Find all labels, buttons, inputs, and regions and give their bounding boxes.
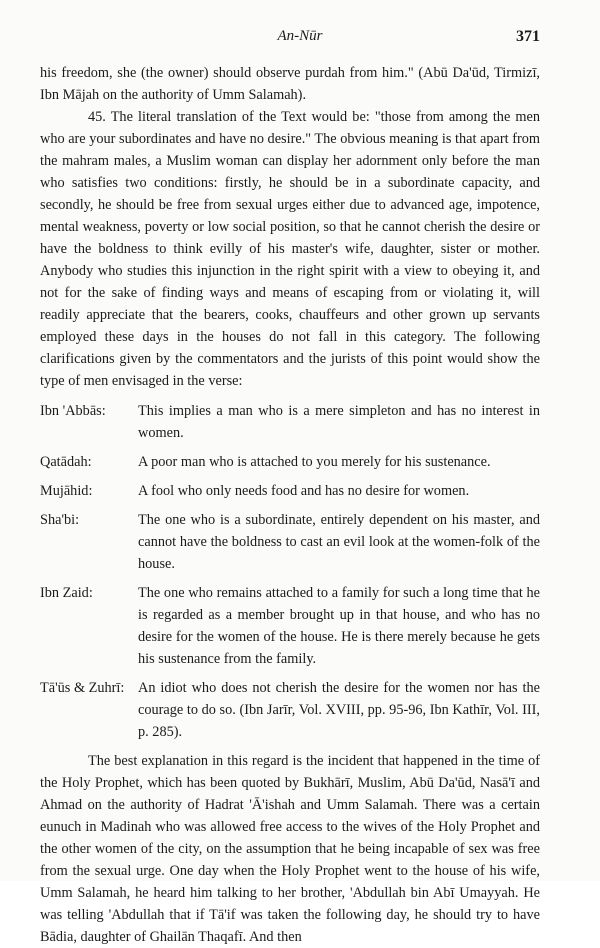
page-body — [40, 62, 540, 948]
commentator-name: Sha'bi: — [40, 512, 80, 528]
commentator-list — [40, 400, 540, 743]
page-number: 371 — [516, 28, 540, 45]
commentator-text: A fool who only needs food and has no desire for women. — [138, 483, 470, 499]
commentator-name: Tā'ūs & Zuhrī: — [40, 680, 125, 696]
best-explanation-paragraph: The best explanation in this regard is the incident that happened in the time of the Holy Prophet, which has been quoted by Bukhārī, Muslim, Abū Da'ūd, Nasā'ī and Ahmad on the authority of Hadrat 'Ā'ishah and Umm Salamah. There was a certain eunuch in Madinah who was allowed free access to the wives of the Holy Prophet and the other women of the city, on the assumption that he being incapable of sex was free from the sexual urge. One day when the Holy Prophet went to the house of his wife, Umm Salamah, he heard him talking to her brother, 'Abdullah bin Abī Umayyah. He was telling 'Abdullah that if Tā'if was taken the following day, he should try to have Bādia, daughter of Ghailān Thaqafī. And then — [40, 753, 540, 945]
commentator-entry — [40, 400, 540, 444]
commentator-name: Ibn 'Abbās: — [40, 403, 106, 419]
commentator-text: The one who remains attached to a family for such a long time that he is regarded as a member brought up in that house, and who has no desire for the women of the house. He is there merely because he gets his sustenance from the family. — [138, 585, 540, 667]
commentator-name: Qatādah: — [40, 454, 92, 470]
commentator-entry — [40, 480, 540, 502]
note-45-paragraph: 45. The literal translation of the Text would be: "those from among the men who are your subordinates and have no desire." The obvious meaning is that apart from the mahram males, a Muslim woman can display her adornment only before the man who satisfies two conditions: firstly, he should be in a subordinate capacity, and secondly, he should be free from sexual urges either due to advanced age, impotence, mental weakness, poverty or low social position, so that he cannot cherish the desire or have the boldness to think evilly of his master's wife, daughter, sister or mother. Anybody who studies this injunction in the right spirit with a view to obeying it, and not for the sake of finding ways and means of escaping from or violating it, will readily appreciate that the bearers, cooks, chauffeurs and other grown up servants employed these days in the houses do not fall in this category. The following clarifications given by the commentators and the jurists of this point would show the type of men envisaged in the verse: — [40, 109, 540, 389]
commentator-entry — [40, 451, 540, 473]
commentator-name: Mujāhid: — [40, 483, 93, 499]
running-head: An-Nūr — [277, 28, 323, 44]
commentator-entry — [40, 582, 540, 670]
commentator-text: An idiot who does not cherish the desire for the women nor has the courage to do so. (Ibn Jarīr, Vol. XVIII, pp. 95-96, Ibn Kathīr, Vol. III, p. 285). — [138, 680, 540, 740]
commentator-text: The one who is a subordinate, entirely dependent on his master, and cannot have the boldness to cast an evil look at the women-folk of the house. — [138, 512, 540, 572]
commentator-entry — [40, 509, 540, 575]
commentator-text: This implies a man who is a mere simpleton and has no interest in women. — [138, 403, 540, 441]
commentator-text: A poor man who is attached to you merely for his sustenance. — [138, 454, 491, 470]
commentator-entry — [40, 677, 540, 743]
commentator-name: Ibn Zaid: — [40, 585, 93, 601]
continuation-paragraph: his freedom, she (the owner) should observe purdah from him." (Abū Da'ūd, Tirmizī, Ibn Mājah on the authority of Umm Salamah). — [40, 65, 540, 103]
